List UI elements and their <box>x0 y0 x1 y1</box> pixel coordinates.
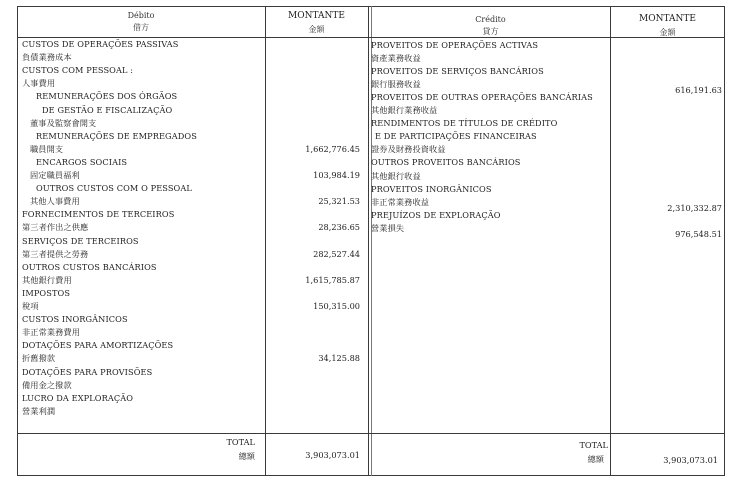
debit-row-label: 其他人事費用 <box>30 196 80 207</box>
debit-row-label: 負債業務成本 <box>22 52 72 63</box>
debit-montante-header-zh: 金額 <box>308 25 325 34</box>
debit-row-label: 營業利潤 <box>22 405 56 416</box>
debit-row-label: 職員開支 <box>30 143 64 154</box>
credit-row-label: 資產業務收益 <box>371 52 421 63</box>
debit-header-zh: 借方 <box>133 23 149 32</box>
credit-row-label: PROVEITOS DE SERVIÇOS BANCÁRIOS <box>371 65 544 76</box>
credit-row-label: OUTROS PROVEITOS BANCÁRIOS <box>371 157 521 168</box>
debit-row-label: 董事及監察會開支 <box>30 117 97 128</box>
credit-row-label: 其他銀行業務收益 <box>371 105 438 115</box>
debit-row-label: 人事費用 <box>22 78 56 89</box>
credit-row-amount: 616,191.63 <box>675 84 722 95</box>
debit-row-amount: 282,527.44 <box>313 248 360 259</box>
debit-amount-column-rule <box>265 6 266 476</box>
debit-row-amount: 34,125.88 <box>318 353 360 364</box>
credit-row-label: PREJUÍZOS DE EXPLORAÇÃO <box>371 209 501 220</box>
debit-row-label: LUCRO DA EXPLORAÇÃO <box>22 392 134 403</box>
debit-row-label: REMUNERAÇÕES DE EMPREGADOS <box>36 130 197 141</box>
debit-header-pt: Débito <box>127 11 155 20</box>
credit-header-zh: 貸方 <box>482 27 499 36</box>
credit-row-label: 非正常業務收益 <box>371 196 430 207</box>
debit-row-label: 非正常業務費用 <box>22 327 81 338</box>
credit-row-label: E DE PARTICIPAÇÕES FINANCEIRAS <box>375 131 537 142</box>
debit-row-label: 其他銀行費用 <box>22 274 72 285</box>
debit-row-amount: 28,236.65 <box>318 222 360 233</box>
debit-total-label-pt: TOTAL <box>226 437 255 447</box>
debit-row-amount: 103,984.19 <box>313 170 360 180</box>
debit-row-label: IMPOSTOS <box>22 287 71 298</box>
credit-total-amount: 3,903,073.01 <box>663 455 718 465</box>
credit-total-label-pt: TOTAL <box>579 440 608 450</box>
debit-row-amount: 25,321.53 <box>318 196 360 207</box>
debit-montante-header-pt: MONTANTE <box>288 11 345 21</box>
debit-row-label: DOTAÇÕES PARA PROVISÕES <box>22 366 153 377</box>
credit-row-label: RENDIMENTOS DE TÍTULOS DE CRÉDITO <box>371 118 558 129</box>
debit-row-label: DE GESTÃO E FISCALIZAÇÃO <box>42 104 173 115</box>
debit-row-label: 第三者提供之勞務 <box>22 248 89 259</box>
debit-total-label-zh: 總額 <box>238 451 255 461</box>
debit-row-amount: 1,615,785.87 <box>305 274 360 285</box>
debit-row-label: SERVIÇOS DE TERCEIROS <box>22 235 139 246</box>
credit-row-label: PROVEITOS INORGÂNICOS <box>371 183 492 194</box>
credit-row-label: PROVEITOS DE OUTRAS OPERAÇÕES BANCÁRIAS <box>371 91 593 102</box>
debit-row-amount: 1,662,776.45 <box>305 143 360 154</box>
debit-row-label: REMUNERAÇÕES DOS ÓRGÃOS <box>36 91 178 102</box>
credit-total-label-zh: 總額 <box>587 454 604 464</box>
credit-row-label: 其他銀行收益 <box>371 170 421 181</box>
debit-row-label: OUTROS CUSTOS COM O PESSOAL <box>36 183 192 194</box>
debit-row-label: CUSTOS COM PESSOAL : <box>22 65 134 76</box>
debit-row-label: 稅項 <box>22 301 39 311</box>
credit-row-label: PROVEITOS DE OPERAÇÕES ACTIVAS <box>371 39 539 50</box>
debit-row-label: 固定職員福利 <box>30 170 80 180</box>
debit-total-amount: 3,903,073.01 <box>305 450 360 460</box>
debit-row-label: OUTROS CUSTOS BANCÁRIOS <box>22 261 157 272</box>
debit-row-amount: 150,315.00 <box>313 301 360 311</box>
credit-row-label: 銀行服務收益 <box>371 78 421 89</box>
debit-row-label: FORNECIMENTOS DE TERCEIROS <box>22 209 175 220</box>
credit-row-amount: 2,310,332.87 <box>667 202 722 213</box>
credit-montante-header-pt: MONTANTE <box>639 14 696 24</box>
column-separator-rule <box>368 6 369 476</box>
debit-row-label: ENCARGOS SOCIAIS <box>36 156 128 167</box>
credit-row-label: 證券及財務投資收益 <box>371 144 446 155</box>
credit-header-pt: Crédito <box>475 15 506 24</box>
debit-row-label: 備用金之撥款 <box>22 379 72 390</box>
debit-row-label: CUSTOS INORGÂNICOS <box>22 314 128 325</box>
credit-amount-column-rule <box>610 6 611 476</box>
debit-row-label: DOTAÇÕES PARA AMORTIZAÇÕES <box>22 340 174 351</box>
debit-row-label: 第三者作出之供應 <box>22 222 89 233</box>
credit-montante-header-zh: 金額 <box>659 28 676 37</box>
credit-row-amount: 976,548.51 <box>675 228 722 239</box>
credit-row-label: 營業損失 <box>371 222 405 233</box>
debit-row-label: 折舊撥款 <box>22 353 56 364</box>
debit-row-label: CUSTOS DE OPERAÇÕES PASSIVAS <box>22 39 179 49</box>
totals-divider <box>17 433 725 434</box>
